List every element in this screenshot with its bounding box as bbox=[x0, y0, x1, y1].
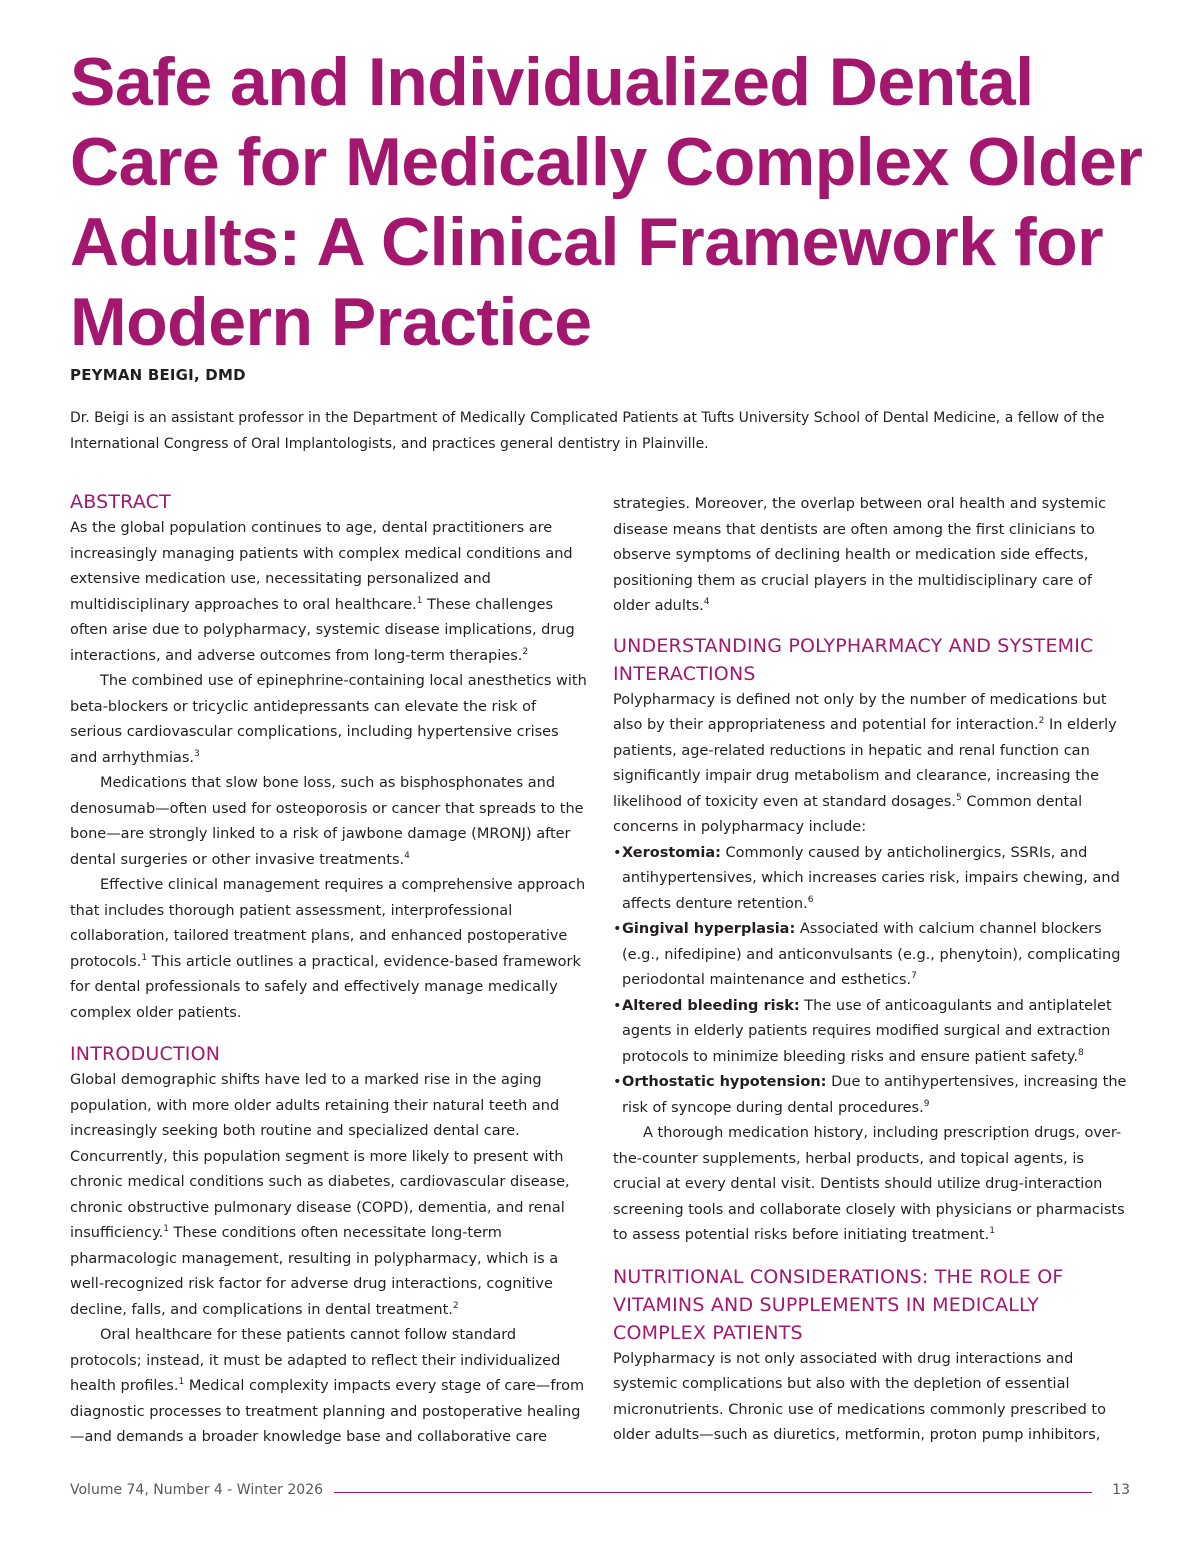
abstract-paragraph: Medications that slow bone loss, such as bisphosphonates and denosumab—often used for osteoporosis or cancer that spreads to the bone—are strongly linked to a risk of jawbone damage (MRONJ) after dental surgeries or other invasive treatments.$^4$ bbox=[70, 775, 584, 868]
introduction-paragraph: Oral healthcare for these patients cannot follow standard protocols; instead, it must be adapted to reflect their individualized health profiles.$^1$ Medical complexity impacts every stage of care—from diagnostic processes to treatment planning and postoperative healing—and demands a broader knowledge base and collaborative care bbox=[70, 1327, 585, 1445]
author-name: PEYMAN BEIGI, DMD bbox=[70, 366, 246, 384]
nutrition-paragraph: Polypharmacy is not only associated with drug interactions and systemic complications but also with the depletion of essential micronutrients. Chronic use of medications commonly prescribed to older adults—such as diuretics, metformin, proton pump inhibitors, bbox=[613, 1350, 1106, 1443]
abstract-paragraph: As the global population continues to age, dental practitioners are increasingly managing patients with complex medical conditions and extensive medication use, necessitating personalized and multidisciplinary approaches to oral healthcare.$^1$ These challenges often arise due to polypharmacy, systemic disease implications, drug interactions, and adverse outcomes from long-term therapies.$^2$ bbox=[70, 520, 575, 664]
polypharmacy-heading: UNDERSTANDING POLYPHARMACY AND SYSTEMIC INTERACTIONS bbox=[613, 634, 1094, 685]
list-item: •Orthostatic hypotension: Due to antihypertensives, increasing the risk of syncope during dental procedures.$^9$ bbox=[613, 1074, 1127, 1116]
article-title: Safe and Individualized Dental Care for Medically Complex Older Adults: A Clinical Framework for Modern Practice bbox=[70, 44, 1143, 360]
introduction-heading: INTRODUCTION bbox=[70, 1043, 221, 1065]
list-item: •Xerostomia: Commonly caused by anticholinergics, SSRIs, and antihypertensives, which increases caries risk, impairs chewing, and affects denture retention.$^6$ bbox=[613, 844, 1120, 912]
abstract-heading: ABSTRACT bbox=[70, 491, 171, 513]
list-item: •Altered bleeding risk: The use of anticoagulants and antiplatelet agents in elderly patients requires modified surgical and extraction protocols to minimize bleeding risks and ensure patient safety.$^8$ bbox=[613, 997, 1112, 1065]
introduction-paragraph-continued: strategies. Moreover, the overlap between oral health and systemic disease means that dentists are often among the first clinicians to observe symptoms of declining health or medication side effects, positioning them as crucial players in the multidisciplinary care of older adults.$^4$ bbox=[613, 496, 1107, 614]
nutrition-heading: NUTRITIONAL CONSIDERATIONS: THE ROLE OF VITAMINS AND SUPPLEMENTS IN MEDICALLY COMPLEX PATIENTS bbox=[613, 1265, 1064, 1344]
page-footer bbox=[70, 1482, 1130, 1502]
author-bio: Dr. Beigi is an assistant professor in the Department of Medically Complicated Patients at Tufts University School of Dental Medicine, a fellow of the International Congress of Oral Implantologists, and practices general dentistry in Plainville. bbox=[70, 410, 1105, 452]
list-item: •Gingival hyperplasia: Associated with calcium channel blockers (e.g., nifedipine) and anticonvulsants (e.g., phenytoin), complicating periodontal maintenance and esthetics.$^7$ bbox=[613, 921, 1121, 988]
introduction-paragraph: Global demographic shifts have led to a marked rise in the aging population, with more older adults retaining their natural teeth and increasingly seeking both routine and specialized dental care. Concurrently, this population segment is more likely to present with chronic medical conditions such as diabetes, cardiovascular disease, chronic obstructive pulmonary disease (COPD), dementia, and renal insufficiency.$^1$ These conditions often necessitate long-term pharmacologic management, resulting in polypharmacy, which is a well-recognized risk factor for adverse drug interactions, cognitive decline, falls, and complications in dental treatment.$^2$ bbox=[70, 1072, 570, 1318]
abstract-paragraph: The combined use of epinephrine-containing local anesthetics with beta-blockers or tricyclic antidepressants can elevate the risk of serious cardiovascular complications, including hypertensive crises and arrhythmias.$^3$ bbox=[70, 673, 587, 766]
polypharmacy-paragraph: A thorough medication history, including prescription drugs, over-the-counter supplements, herbal products, and topical agents, is crucial at every dental visit. Dentists should utilize drug-interaction screening tools and collaborate closely with physicians or pharmacists to assess potential risks before initiating treatment.$^1$ bbox=[613, 1125, 1125, 1243]
issue-volume: Volume 74, Number 4 - Winter 2026 bbox=[70, 1482, 324, 1498]
abstract-paragraph: Effective clinical management requires a comprehensive approach that includes thorough patient assessment, interprofessional collaboration, tailored treatment plans, and enhanced postoperative protocols.$^1$ This article outlines a practical, evidence-based framework for dental professionals to safely and effectively manage medically complex older patients. bbox=[70, 877, 586, 1021]
page-number: 13 bbox=[1112, 1482, 1130, 1498]
footer-rule bbox=[334, 1492, 1092, 1493]
left-column bbox=[70, 488, 590, 1451]
polypharmacy-paragraph: Polypharmacy is defined not only by the number of medications but also by their appropriateness and potential for interaction.$^2$ In elderly patients, age-related reductions in hepatic and renal function can significantly impair drug metabolism and clearance, increasing the likelihood of toxicity even at standard dosages.$^5$ Common dental concerns in polypharmacy include: bbox=[613, 691, 1117, 835]
polypharmacy-concerns-list bbox=[613, 841, 1133, 1122]
right-column bbox=[613, 492, 1133, 1449]
